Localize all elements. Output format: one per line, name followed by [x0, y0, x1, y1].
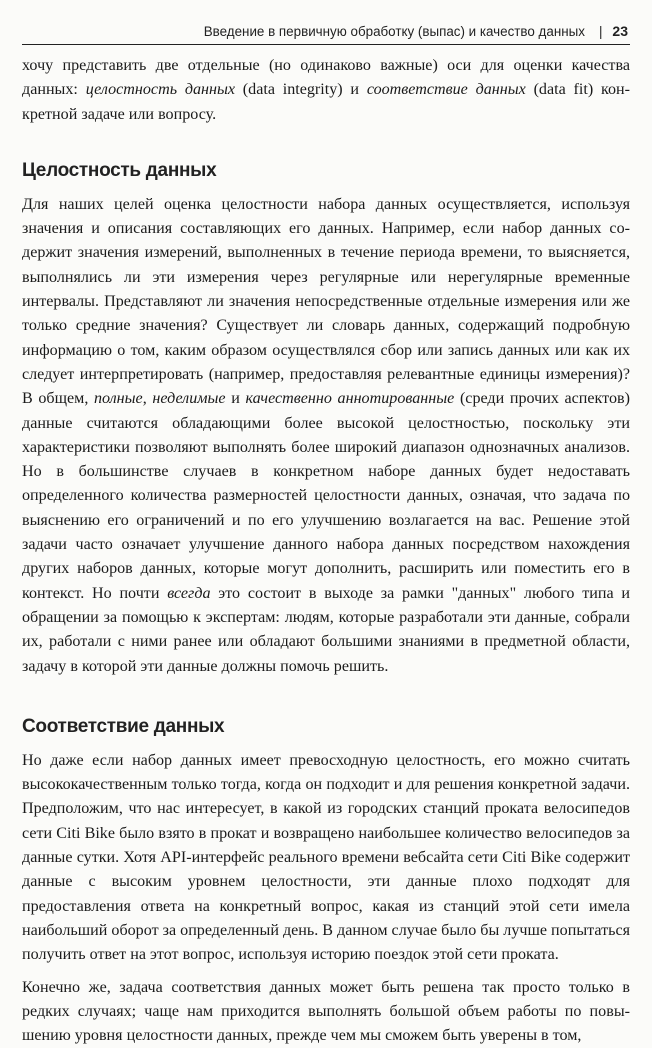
- fit-paragraph-1: Но даже если набор данных имеет превосходную целостность, его можно считать высококачественным только тогда, когда он подходит и для решения конкретной задачи. Предположим, что нас интересует, в какой из городских станций проката велосипедов сети Citi Bike было взято в прокат и возвращено наибольшее количество велосипедов за данные сутки. Хотя API-интерфейс реального времени вебсайта сети Citi Bike содержит данные с высоким уровнем целостности, эти данные плохо подходят для предоставления ответа на конкретный вопрос, какая из станций этой сети имела наибольший оборот за определенный день. В данном случае было бы лучше попытаться получить ответ на этот вопрос, используя историю поездок этой сети проката.: [22, 749, 630, 968]
- term-annotated: качественно аннотированные: [245, 390, 454, 407]
- section-heading-integrity: Целостность данных: [22, 160, 630, 182]
- fit-paragraph-2: Конечно же, задача соответствия данных может быть решена так просто только в редких случаях; чаще нам приходится выполнять большой объем работы по повышению уровня целостности данных, прежде чем мы сможем быть уверены в том,: [22, 976, 630, 1048]
- intro-paragraph: [22, 54, 630, 127]
- term-atomic: неделимые: [152, 390, 225, 407]
- integrity-text-1: Для наших целей оценка целостности набора данных осуществляется, используя значения и описания составляющих его данных. Например, если набор данных содержит значения измерений, выполненных в течение периода времени, то выясняется, выполнялись ли эти измерения через регулярные или нерегулярные временные интервалы. Представляют ли значения непосредственные отдельные измерения или же только средние значения? Существует ли словарь данных, содержащий подробную информацию о том, каким образом осуществлялся сбор или запись данных или как их следует интерпретировать (например, предоставляя релевантные единицы измерения)? В общем,: [22, 196, 630, 407]
- page-number: 23: [612, 23, 628, 39]
- intro-term-fit: соответствие данных: [367, 81, 526, 98]
- intro-text-2: (data integrity) и: [235, 81, 367, 98]
- intro-text-3: (data fit) конкретной задаче или вопросу.: [22, 81, 630, 122]
- term-always: всегда: [167, 585, 210, 602]
- intro-term-integrity: целостность данных: [86, 81, 235, 98]
- header-separator: |: [599, 24, 602, 39]
- integrity-text-5: это состоит в выходе за рамки "данных" любого типа и обращении за помощью к экспертам: людям, которые разработали эти данные, собрали их, работали с ними ранее или обладают большими знаниями в предметной области, задачу в которой эти данные должны помочь решить.: [22, 585, 630, 675]
- integrity-text-4: (среди прочих аспектов) данные считаются обладающими более высокой целостностью, поскольку эти характеристики позволяют выполнять более широкий диапазон однозначных анализов. Но в большинстве случаев в конкретном наборе данных будет недоставать определенного количества размерностей целостности данных, означая, что задача по выяснению его ограничений и по его улучшению возлагается на вас. Решение этой задачи часто означает улучшение данного набора данных посредством нахождения других наборов данных, которые могут дополнить, расширить или поместить его в контекст. Но почти: [22, 390, 630, 601]
- section-heading-fit: Соответствие данных: [22, 716, 630, 738]
- running-header: [22, 18, 630, 45]
- integrity-paragraph: [22, 193, 630, 679]
- book-page: [0, 18, 652, 1002]
- integrity-text-3: и: [226, 390, 246, 407]
- running-title: Введение в первичную обработку (выпас) и качество данных: [204, 24, 585, 39]
- intro-text-1: хочу представить две отдельные (но одинаково важные) оси для оценки качества данных:: [22, 57, 630, 98]
- integrity-text-2: ,: [143, 390, 153, 407]
- term-complete: полные: [94, 390, 143, 407]
